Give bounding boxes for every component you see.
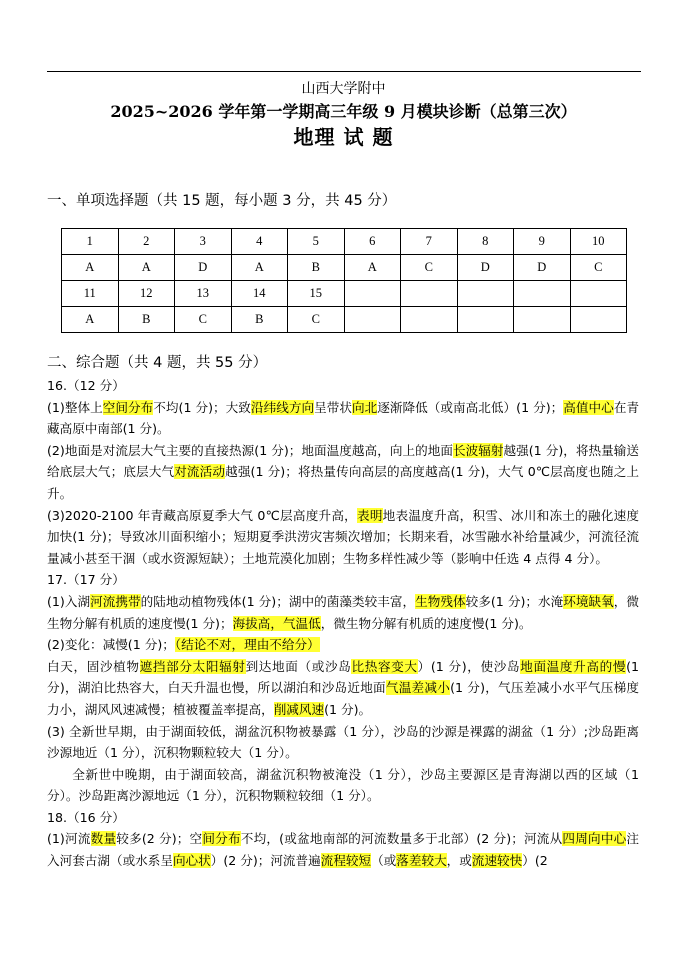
question-number-cell: 14 <box>231 281 288 307</box>
question-number-cell <box>344 281 401 307</box>
exam-title: 2025~2026 学年第一学期高三年级 9 月模块诊断（总第三次） <box>110 102 577 121</box>
q18-part1 <box>47 828 639 871</box>
highlighted-keyword: 流速较快 <box>471 853 523 869</box>
highlighted-keyword: 生物残体 <box>415 593 466 609</box>
q17-part2 <box>47 634 639 656</box>
answer-text: (1)整体上 <box>47 399 103 415</box>
answer-cell: A <box>344 255 401 281</box>
question-number-cell: 5 <box>288 229 345 255</box>
highlighted-keyword: 河流携带 <box>90 593 141 609</box>
section1-title: 一、单项选择题（共 15 题，每小题 3 分，共 45 分） <box>47 193 397 209</box>
answer-table <box>61 228 627 333</box>
school-name: 山西大学附中 <box>301 81 386 97</box>
highlighted-keyword: 高值中心 <box>563 399 614 415</box>
highlighted-keyword: 地面温度升高的慢 <box>520 658 627 674</box>
question-number-cell <box>570 281 627 307</box>
answer-body <box>47 375 639 872</box>
highlighted-keyword: 环境缺氧 <box>563 593 614 609</box>
answer-text: 越强(1 分)；将热量传向高层的高度越高(1 分)，大气 0℃层高度也随之上升。 <box>47 464 640 501</box>
answer-text: (1 分)，气压差减小水平气压梯度力小，湖风风速减慢；植被覆盖率提高， <box>47 680 640 717</box>
answer-text: 的陆地动植物残体(1 分)；湖中的菌藻类较丰富， <box>140 593 416 609</box>
q16-head: 16.（12 分） <box>47 378 125 393</box>
q16-part1 <box>47 397 639 440</box>
question-number-cell <box>457 281 514 307</box>
answer-cell: C <box>401 255 458 281</box>
answer-cell <box>514 307 571 333</box>
question-number-row <box>62 229 627 255</box>
answer-text: 到达地面（或沙岛 <box>245 658 352 674</box>
highlighted-keyword: 海拔高，气温低 <box>232 615 321 631</box>
answer-cell <box>570 307 627 333</box>
answer-text: (1)河流 <box>47 831 91 847</box>
highlighted-keyword: 向北 <box>351 399 378 415</box>
answer-text: 全新世中晚期，由于湖面较高，湖盆沉积物被淹没（1 分），沙岛主要源区是青海湖以西的区域（1 分）。沙岛距离沙源地远（1 分），沉积物颗粒较细（1 分）。 <box>47 766 639 804</box>
question-number-cell: 1 <box>62 229 119 255</box>
answer-text: ）(1 分)，使沙岛 <box>417 658 521 674</box>
answer-cell: A <box>118 255 175 281</box>
answer-cell: A <box>62 255 119 281</box>
answer-text: (1 分)，湖泊比热容大，白天升温也慢，所以湖泊和沙岛近地面 <box>47 658 640 696</box>
q17-part1 <box>47 591 639 634</box>
question-number-cell: 15 <box>288 281 345 307</box>
question-number-cell: 11 <box>62 281 119 307</box>
q17-part3-cont <box>47 764 639 807</box>
answer-cell: B <box>118 307 175 333</box>
question-number-cell: 13 <box>175 281 232 307</box>
question-number-cell: 7 <box>401 229 458 255</box>
q16-part2 <box>47 440 639 505</box>
subject-title: 地理 试 题 <box>293 125 394 149</box>
answer-text: 不均，(或盆地南部的河流数量多于北部）(2 分)；河流从 <box>240 831 563 847</box>
answer-cell <box>457 307 514 333</box>
highlighted-keyword: 沿纬线方向 <box>250 399 315 415</box>
answer-text: ，微生物分解有机质的速度慢(1 分)； <box>47 593 640 631</box>
question-number-cell: 6 <box>344 229 401 255</box>
q17-part3 <box>47 721 639 764</box>
highlighted-keyword: 气温差减小 <box>385 680 451 696</box>
question-number-cell: 3 <box>175 229 232 255</box>
question-number-cell: 2 <box>118 229 175 255</box>
answer-row <box>62 255 627 281</box>
answer-text: 地表温度升高，积雪、冰川和冻土的融化速度加快(1 分)；导致冰川面积缩小；短期夏季洪涝灾害频次增加；长期来看，冰雪融水补给量减少，河流径流量减小甚至干涸（或水资源短缺）；土地荒漠化加剧；生物多样性减少等（影响中任选 4 点得 4 分）。 <box>47 507 639 566</box>
q17-part2-reason <box>47 656 639 721</box>
answer-cell: D <box>175 255 232 281</box>
highlighted-keyword: 空间分布 <box>102 399 154 415</box>
answer-cell: A <box>231 255 288 281</box>
answer-text: 在青藏高原中南部(1 分)。 <box>47 399 640 437</box>
answer-cell <box>401 307 458 333</box>
answer-text: 白天，固沙植物 <box>47 658 140 674</box>
question-number-cell <box>514 281 571 307</box>
answer-cell: D <box>514 255 571 281</box>
answer-cell: B <box>231 307 288 333</box>
answer-cell <box>344 307 401 333</box>
answer-cell: B <box>288 255 345 281</box>
question-number-cell: 12 <box>118 281 175 307</box>
section2-title: 二、综合题（共 4 题，共 55 分） <box>47 355 268 371</box>
answer-text: 不均(1 分)；大致 <box>153 399 251 415</box>
answer-text: (1)入湖 <box>47 593 91 609</box>
answer-cell: D <box>457 255 514 281</box>
question-number-cell: 4 <box>231 229 288 255</box>
question-number-cell: 8 <box>457 229 514 255</box>
answer-text: ，微生物分解有机质的速度慢(1 分)。 <box>320 615 532 631</box>
highlighted-keyword: 比热容变大 <box>351 658 418 674</box>
q17-head: 17.（17 分） <box>47 572 125 588</box>
question-number-cell: 9 <box>514 229 571 255</box>
question-number-cell: 10 <box>570 229 627 255</box>
answer-cell: C <box>288 307 345 333</box>
answer-text: (3) 全新世早期，由于湖面较低，湖盆沉积物被暴露（1 分），沙岛的沙源是裸露的湖盆（1 分）;沙岛距离沙源地近（1 分），沉积物颗粒较大（1 分）。 <box>47 723 639 761</box>
answer-text: ）(2 <box>522 853 548 869</box>
header-rule <box>47 71 641 72</box>
answer-text: ）(2 分)；河流普遍 <box>210 853 321 869</box>
highlighted-keyword: 间分布 <box>202 831 241 847</box>
highlighted-keyword: 表明 <box>357 507 383 523</box>
highlighted-keyword: 对流活动 <box>174 464 226 480</box>
answer-row <box>62 307 627 333</box>
answer-text: 较多(2 分)；空 <box>116 831 203 847</box>
highlighted-keyword: 落差较大 <box>396 853 447 869</box>
highlighted-keyword: 数量 <box>90 831 117 847</box>
highlighted-keyword: 削减风速 <box>273 701 325 717</box>
answer-text: (1 分)。 <box>324 701 372 717</box>
highlighted-keyword: （结论不对，理由不给分） <box>174 637 320 653</box>
highlighted-keyword: 流程较短 <box>320 853 372 869</box>
answer-text: (2)地面是对流层大气主要的直接热源(1 分)；地面温度越高，向上的地面 <box>47 442 453 458</box>
answer-text: （或 <box>371 853 397 869</box>
answer-text: (2)变化：减慢(1 分)； <box>47 637 175 653</box>
answer-text: 注入河套古湖（或水系呈 <box>47 831 640 869</box>
answer-cell: C <box>175 307 232 333</box>
highlighted-keyword: 遮挡部分太阳辐射 <box>139 658 246 674</box>
highlighted-keyword: 四周向中心 <box>562 831 627 847</box>
q18-head: 18.（16 分） <box>47 809 125 825</box>
answer-text: 越强(1 分)，将热量输送给底层大气；底层大气 <box>47 442 640 480</box>
answer-text: 呈带状 <box>314 399 352 415</box>
answer-text: 较多(1 分)；水淹 <box>465 593 564 609</box>
answer-text: ，或 <box>446 853 472 869</box>
answer-cell: C <box>570 255 627 281</box>
question-number-row <box>62 281 627 307</box>
answer-cell: A <box>62 307 119 333</box>
highlighted-keyword: 向心状 <box>172 853 211 869</box>
answer-text: 逐渐降低（或南高北低）(1 分)； <box>377 399 564 415</box>
answer-text: (3)2020-2100 年青藏高原夏季大气 0℃层高度升高， <box>47 507 358 523</box>
question-number-cell <box>401 281 458 307</box>
highlighted-keyword: 长波辐射 <box>452 442 504 458</box>
q16-part3 <box>47 505 639 570</box>
